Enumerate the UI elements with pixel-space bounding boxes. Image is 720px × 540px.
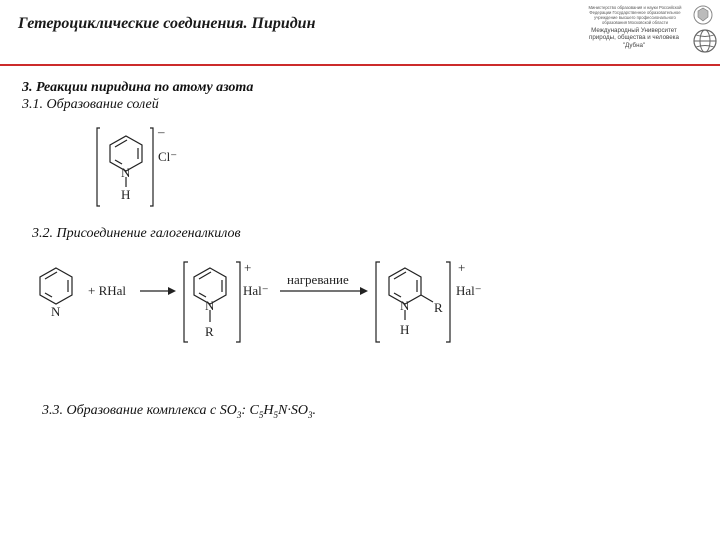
reagent-rhal: + RHal: [88, 283, 127, 298]
intermediate-r-group: R: [205, 324, 214, 339]
section-heading-reactions: 3. Реакции пиридина по атому азота: [22, 80, 254, 95]
reaction-arrow-1: [140, 287, 176, 295]
salt-hydrogen: H: [121, 187, 131, 202]
salt-nitrogen: N: [121, 165, 131, 180]
reactant-pyridine-ring: [40, 268, 72, 304]
intermediate-charge: +: [244, 260, 252, 275]
product-bracket-right: [446, 262, 450, 342]
intermediate-nitrogen: N: [205, 298, 215, 313]
ministry-text: Министерство образования и науки Российской Федерации Государственное образовательное учреждение высшего профессионального образования Московской области: [588, 5, 682, 25]
subsection-haloalkyl: 3.2. Присоединение галогеналкилов: [32, 226, 241, 241]
intermediate-anion: Hal⁻: [243, 283, 269, 298]
subsection-salts: 3.1. Образование солей: [22, 97, 159, 112]
slide-title: Гетероциклические соединения. Пиридин: [18, 15, 316, 32]
product-r-group: R: [434, 300, 443, 315]
product-charge: +: [458, 260, 466, 275]
intermediate-bracket-right: [236, 262, 240, 342]
salt-bracket-left: [97, 128, 100, 206]
product-bracket-left: [376, 262, 380, 342]
product-hydrogen: H: [400, 322, 410, 337]
product-nitrogen: N: [400, 298, 410, 313]
reaction-condition: нагревание: [287, 272, 349, 287]
salt-charge: –: [158, 124, 165, 139]
product-anion: Hal⁻: [456, 283, 482, 298]
university-name: Международный Университет природы, общества и человека "Дубна": [589, 27, 679, 49]
reactant-nitrogen: N: [51, 304, 61, 319]
salt-bracket-right: [150, 128, 153, 206]
subsection-so3-complex: 3.3. Образование комплекса с $SO_3$: $C_5H_5N\cdot SO_3$.: [42, 403, 316, 420]
reaction-arrow-2: [280, 287, 368, 295]
product-c-r-bond: [421, 295, 433, 302]
salt-anion: Cl⁻: [158, 149, 178, 164]
reactant-pyridine-structure: [40, 268, 72, 304]
intermediate-bracket-left: [184, 262, 188, 342]
